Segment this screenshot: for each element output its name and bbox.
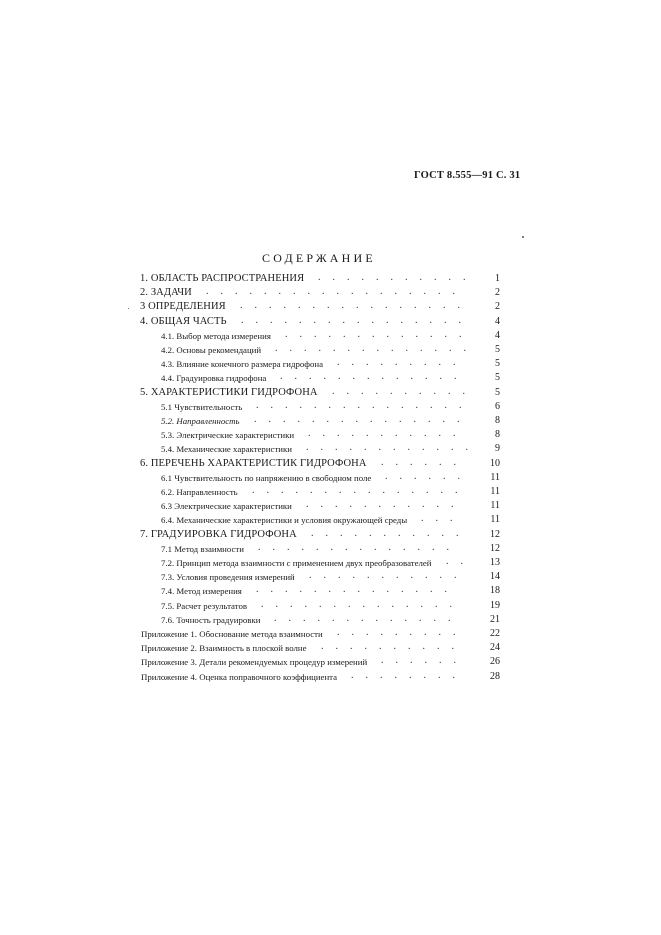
toc-entry-text: Детали рекомендуемых процедур измерений (199, 657, 368, 668)
toc-entry-label (161, 613, 260, 627)
toc-entry[interactable] (161, 442, 500, 456)
toc-entry-label (161, 513, 407, 527)
toc-entry-page-number: 19 (490, 599, 500, 611)
toc-entry-text: Электрические характеристики (174, 501, 292, 512)
toc-entry-label (161, 442, 292, 456)
dot-leader: ............. (280, 371, 469, 383)
toc-entry-text: Метод взаимности (174, 543, 244, 554)
toc-entry[interactable] (161, 329, 500, 343)
toc-entry-text: ОБЩАЯ ЧАСТЬ (150, 315, 227, 327)
toc-entry-text: Направленность (176, 416, 240, 426)
toc-entry[interactable] (141, 655, 500, 669)
toc-entry-page-number: 5 (495, 386, 500, 398)
dot-leader: ............ (306, 442, 480, 454)
toc-entry-number: 7.4. (161, 586, 175, 597)
toc-entry[interactable] (140, 528, 500, 542)
toc-entry-page-number: 11 (490, 486, 500, 497)
toc-entry-label (140, 315, 227, 329)
toc-entry-number: 5.4. (161, 444, 175, 455)
toc-entry-label (140, 286, 192, 300)
toc-entry-page-number: 5 (495, 358, 500, 370)
toc-entry-number: 4. (140, 315, 149, 327)
toc-entry-page-number: 8 (495, 415, 500, 426)
toc-entry-label (140, 300, 226, 314)
dot-leader: ......... (337, 357, 468, 369)
toc-entry-label (161, 542, 244, 556)
dot-leader: ............... (252, 485, 470, 496)
toc-entry-text: Взаимность в плоской волне (199, 643, 307, 654)
toc-entry[interactable] (140, 286, 500, 300)
toc-entry-text: Метод измерения (176, 586, 242, 597)
dot-leader: ......... (337, 627, 468, 638)
toc-entry-number: Приложение 2. (141, 643, 198, 654)
toc-entry[interactable] (161, 599, 500, 613)
toc-entry-label (140, 272, 304, 286)
toc-entry-label (141, 655, 367, 669)
toc-entry-number: 3 (140, 301, 146, 313)
toc-entry[interactable] (161, 556, 500, 570)
dot-leader: .. (446, 556, 475, 567)
toc-entry-label (161, 471, 371, 485)
toc-entry-number: 4.4. (161, 373, 175, 384)
toc-entry-text: Влияние конечного размера гидрофона (176, 359, 323, 370)
toc-entry-number: 4.1. (161, 330, 175, 341)
toc-entry-text: ГРАДУИРОВКА ГИДРОФОНА (150, 528, 297, 540)
toc-entry-number: 4.2. (161, 345, 175, 355)
toc-entry-number: 6.1 (161, 472, 172, 483)
toc-entry-text: Обоснование метода взаимности (199, 629, 323, 639)
toc-entry-label (141, 641, 307, 655)
toc-entry[interactable] (161, 428, 500, 442)
toc-entry[interactable] (161, 542, 500, 556)
toc-entry-page-number: 1 (495, 273, 500, 284)
toc-entry-label (161, 343, 261, 357)
toc-entry[interactable] (161, 400, 500, 414)
toc-entry[interactable] (161, 485, 500, 499)
toc-entry-page-number: 11 (490, 514, 500, 526)
toc-entry[interactable] (141, 641, 500, 655)
dot-leader: .................. (206, 286, 467, 298)
toc-entry[interactable] (140, 300, 500, 314)
dot-leader: ............. (285, 328, 474, 340)
toc-entry[interactable] (161, 371, 500, 385)
toc-entry-text: Электрические характеристики (176, 430, 295, 441)
dot-leader: ............... (256, 399, 474, 411)
toc-entry-text: Основы рекомендаций (176, 345, 262, 355)
toc-entry-text: Градуировка гидрофона (176, 373, 267, 384)
toc-entry-label (161, 428, 294, 442)
toc-entry-number: 5. (140, 386, 149, 398)
toc-entry-page-number: 24 (490, 642, 500, 654)
toc-entry-label (161, 556, 432, 570)
toc-entry[interactable] (161, 584, 500, 598)
toc-entry-number: Приложение 1. (141, 629, 198, 639)
toc-entry-label (161, 485, 238, 499)
dot-leader: .............. (256, 584, 459, 596)
toc-entry-page-number: 12 (490, 528, 500, 540)
toc-entry-page-number: 6 (495, 400, 500, 412)
toc-entry-text: ЗАДАЧИ (150, 287, 192, 299)
toc-entry-text: ПЕРЕЧЕНЬ ХАРАКТЕРИСТИК ГИДРОФОНА (150, 457, 367, 469)
toc-entry-label (161, 357, 323, 371)
toc-entry-number: 5.1 (161, 401, 172, 412)
toc-entry[interactable] (161, 570, 500, 584)
toc-entry-number: 6. (140, 457, 149, 469)
toc-entry-page-number: 13 (490, 557, 500, 568)
toc-entry-number: 5.3. (161, 430, 175, 441)
toc-entry-label (161, 570, 295, 584)
toc-entry-number: Приложение 3. (141, 657, 198, 668)
toc-entry-page-number: 11 (490, 500, 500, 512)
dot-leader: ........... (318, 272, 478, 283)
toc-entry-number: 7.6. (161, 614, 175, 625)
toc-entry[interactable] (161, 414, 500, 428)
toc-entry-label (140, 386, 318, 400)
dot-leader: ........ (351, 669, 467, 681)
dot-leader: ............. (274, 612, 463, 624)
dot-leader: ........... (309, 570, 469, 582)
toc-entry-page-number: 28 (490, 670, 500, 682)
toc-entry-text: ХАРАКТЕРИСТИКИ ГИДРОФОНА (150, 386, 318, 398)
toc-entry-number: 6.2. (161, 487, 175, 497)
toc-entry-label (161, 584, 242, 598)
dot-leader: .............. (261, 598, 464, 610)
toc-entry-number: 7. (140, 528, 149, 540)
toc-entry[interactable] (140, 315, 500, 329)
toc-entry-page-number: 8 (495, 429, 500, 441)
dot-leader: ........... (306, 499, 466, 511)
toc-entry[interactable] (161, 343, 500, 357)
scan-speck (128, 308, 129, 309)
toc-entry[interactable] (161, 499, 500, 513)
toc-entry-text: ОПРЕДЕЛЕНИЯ (148, 301, 226, 313)
toc-entry-label (140, 528, 297, 542)
toc-entry-text: Оценка поправочного коэффициента (199, 671, 338, 682)
toc-entry[interactable] (140, 272, 500, 286)
toc-entry-number: Приложение 4. (141, 671, 198, 682)
toc-entry-number: 7.1 (161, 543, 172, 554)
toc-entry-page-number: 4 (495, 329, 500, 341)
toc-entry-number: 2. (140, 287, 149, 299)
toc-entry-text: Расчет результатов (176, 600, 247, 611)
toc-entry-text: Механические характеристики (176, 444, 292, 455)
toc-entry-label (141, 670, 337, 684)
toc-entry-label (161, 400, 242, 414)
toc-entry-label (161, 499, 292, 513)
dot-leader: ...... (381, 655, 468, 667)
toc-entry[interactable] (161, 613, 500, 627)
toc-entry-number: 7.5. (161, 600, 175, 611)
toc-entry-number: 7.2. (161, 558, 175, 568)
scan-speck (522, 236, 524, 238)
toc-entry-text: Чувствительность (174, 401, 243, 412)
toc-entry-text: Принцип метода взаимности с применением двух преобразователей (176, 558, 432, 568)
toc-entry-number: 7.3. (161, 572, 175, 583)
toc-entry-text: Точность градуировки (176, 614, 261, 625)
dot-leader: ............... (254, 414, 472, 425)
dot-leader: ...... (381, 456, 468, 468)
toc-entry-label (140, 457, 367, 471)
toc-entry[interactable] (141, 670, 500, 684)
toc-entry[interactable] (140, 386, 500, 400)
dot-leader: .............. (275, 343, 478, 354)
toc-entry-label (161, 371, 266, 385)
dot-leader: ... (421, 513, 465, 525)
toc-entry-page-number: 9 (495, 443, 500, 455)
dot-leader: ................ (241, 314, 473, 326)
dot-leader: .............. (258, 541, 461, 553)
toc-entry-page-number: 14 (490, 571, 500, 583)
toc-entry-text: Условия проведения измерений (176, 572, 295, 583)
toc-entry-page-number: 4 (495, 315, 500, 327)
toc-entry-number: 6.3 (161, 501, 172, 512)
toc-entry-number: 4.3. (161, 359, 175, 370)
toc-entry[interactable] (161, 357, 500, 371)
dot-leader: .......... (332, 385, 477, 397)
toc-entry-text: Чувствительность по напряжению в свободном поле (174, 472, 372, 483)
toc-entry-page-number: 26 (490, 656, 500, 668)
toc-entry-page-number: 10 (490, 457, 500, 469)
toc-entry-page-number: 2 (495, 287, 500, 299)
toc-entry-page-number: 5 (495, 372, 500, 384)
toc-entry[interactable] (161, 513, 500, 527)
toc-entry-page-number: 22 (490, 628, 500, 639)
toc-entry-page-number: 2 (495, 301, 500, 313)
dot-leader: ........... (311, 527, 471, 539)
toc-entry-number: 6.4. (161, 515, 175, 526)
dot-leader: ........... (308, 428, 468, 440)
standard-reference-header: ГОСТ 8.555—91 С. 31 (414, 170, 521, 181)
toc-entry-text: Выбор метода измерения (176, 330, 271, 341)
toc-entry-label (141, 627, 323, 641)
toc-entry-page-number: 11 (490, 471, 500, 483)
toc-entry[interactable] (141, 627, 500, 641)
toc-entry-page-number: 18 (490, 585, 500, 597)
dot-leader: ...... (385, 470, 472, 482)
toc-entry-text: Механические характеристики и условия окружающей среды (176, 515, 408, 526)
toc-entry-page-number: 12 (490, 542, 500, 554)
toc-entry-label (161, 414, 240, 428)
toc-entry-number: 5.2. (161, 416, 175, 426)
toc-entry[interactable] (140, 457, 500, 471)
toc-entry-text: Направленность (176, 487, 238, 497)
toc-entry[interactable] (161, 471, 500, 485)
toc-entry-page-number: 21 (490, 613, 500, 625)
page-title: СОДЕРЖАНИЕ (262, 251, 376, 265)
toc-entry-page-number: 5 (495, 344, 500, 355)
toc-entry-text: ОБЛАСТЬ РАСПРОСТРАНЕНИЯ (150, 273, 305, 284)
toc-entry-label (161, 329, 271, 343)
toc-entry-label (161, 599, 247, 613)
dot-leader: .......... (321, 641, 466, 653)
dot-leader: ................ (240, 300, 472, 312)
toc-entry-number: 1. (140, 273, 149, 284)
